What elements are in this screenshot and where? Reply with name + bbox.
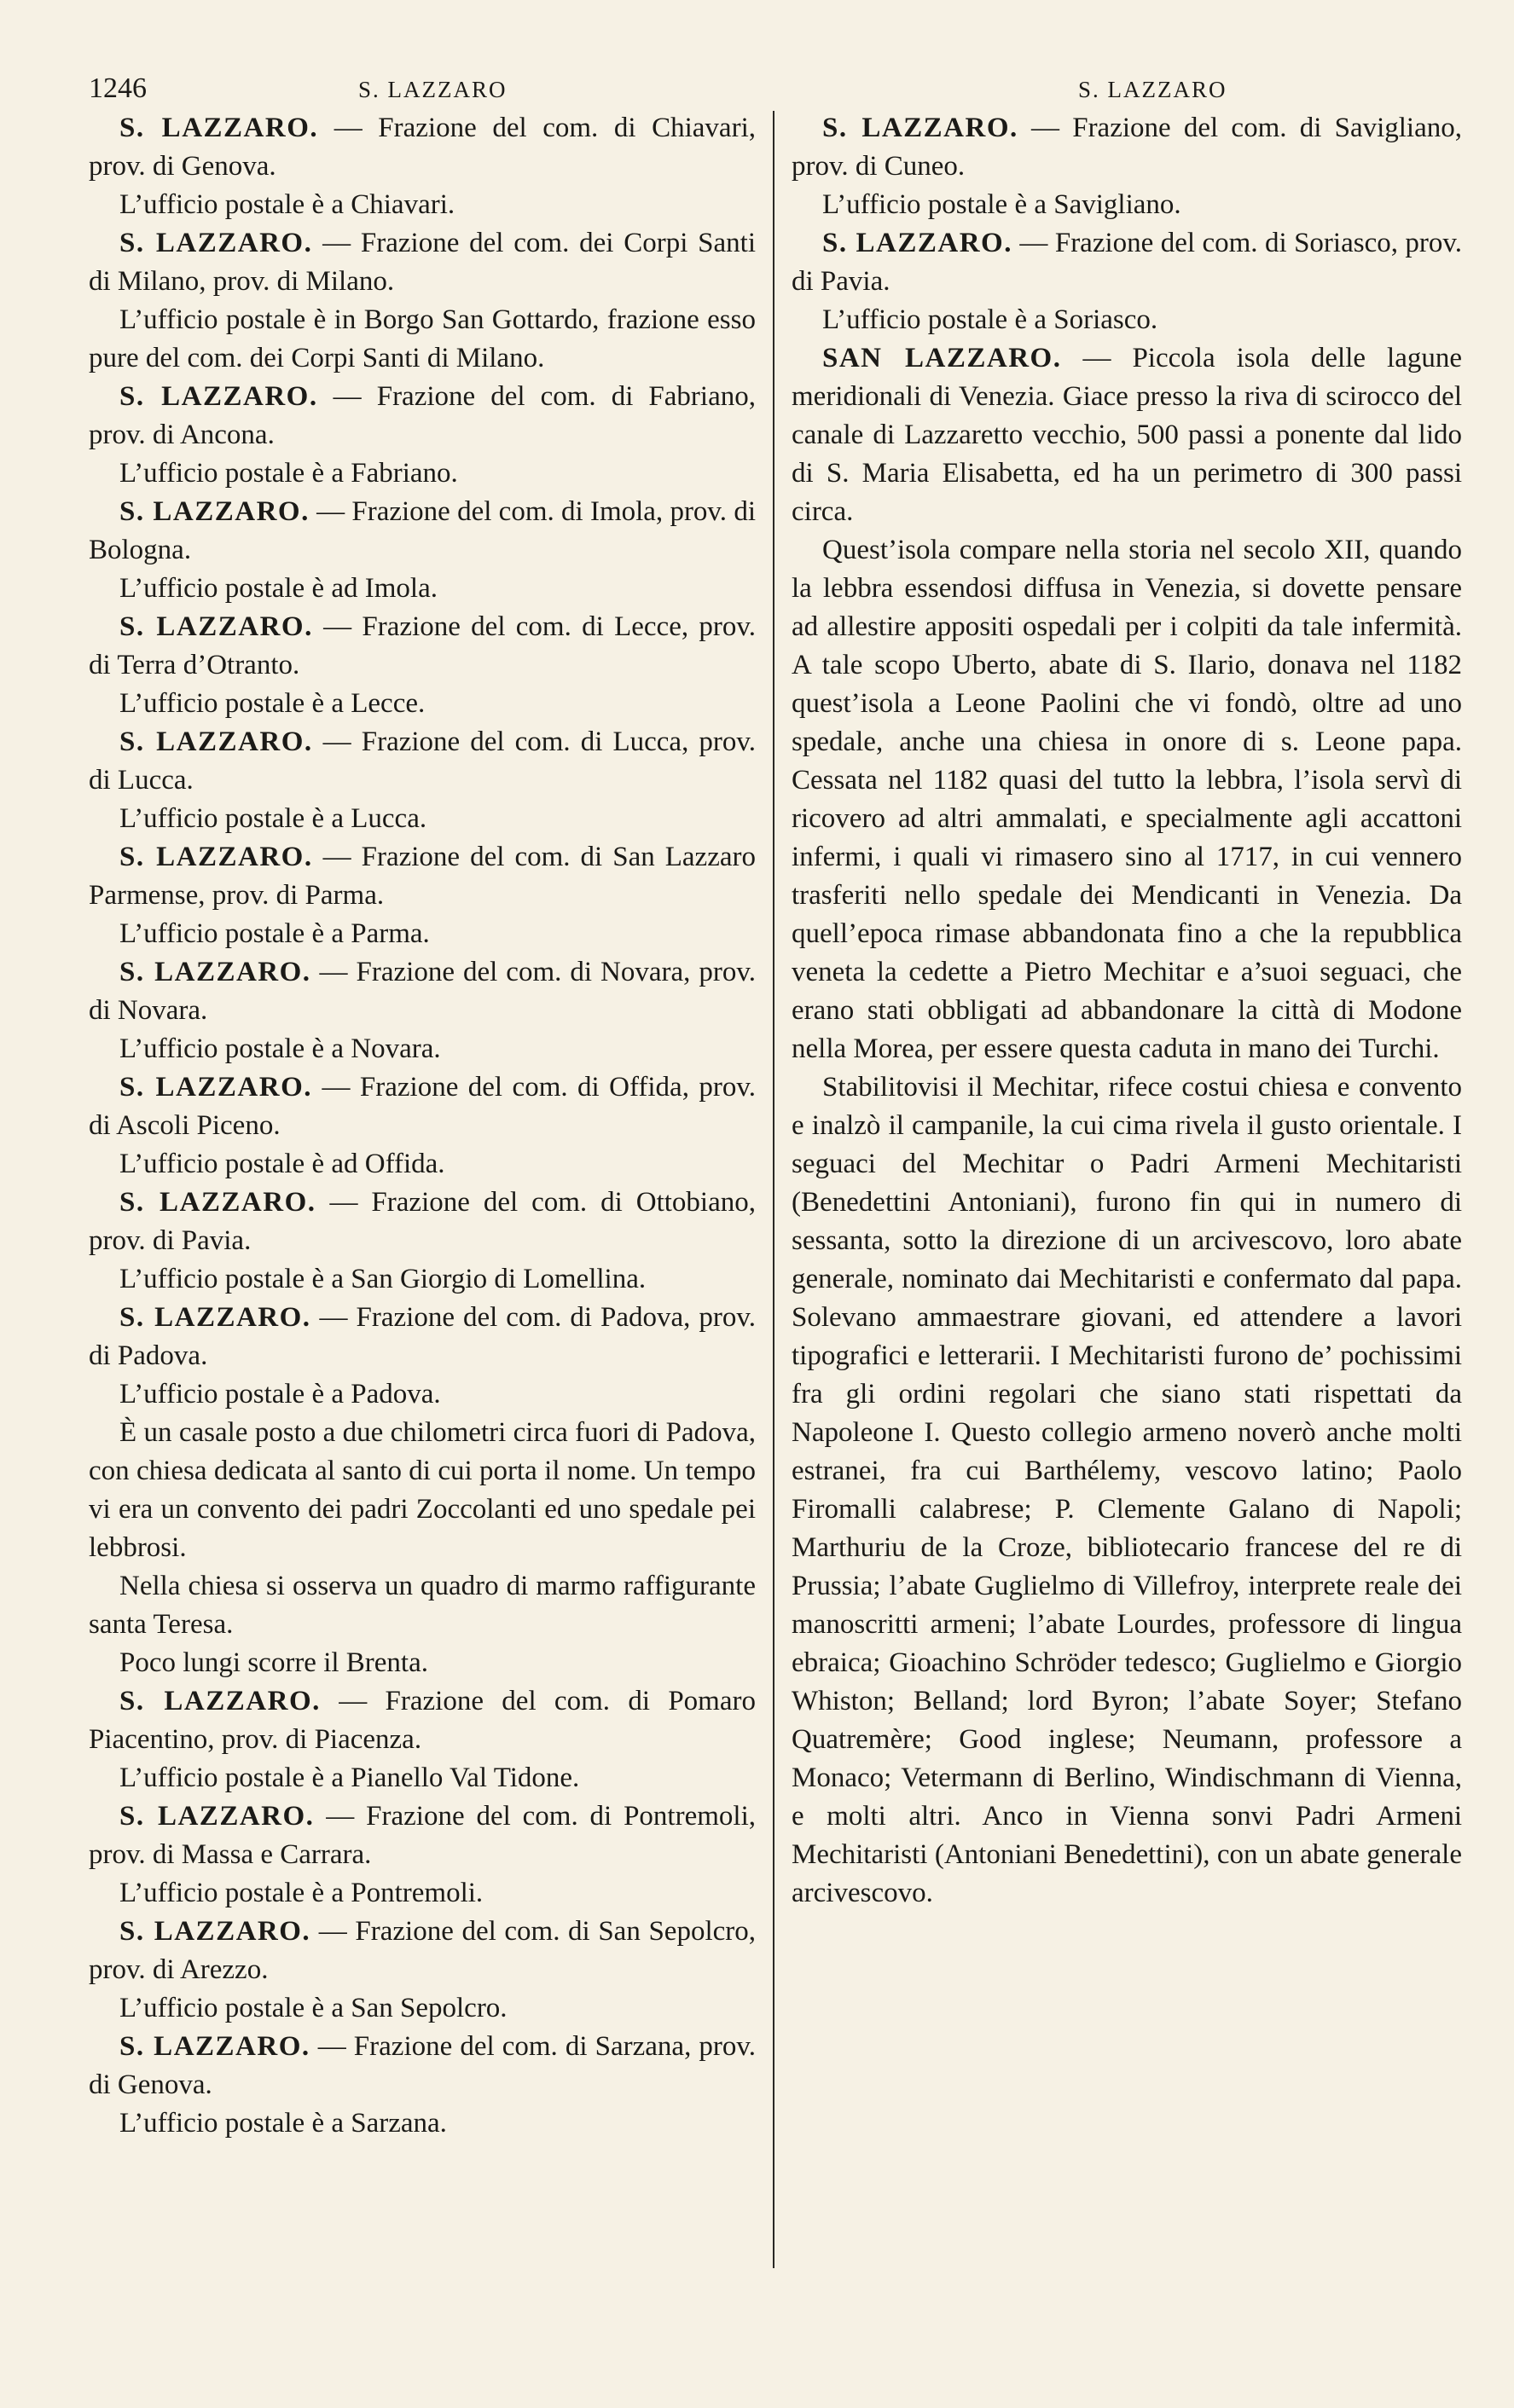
column-divider (773, 111, 774, 2268)
text-paragraph (792, 531, 1462, 1068)
entry-text: — Frazione del com. di Soriasco, prov. di Pavia. (792, 228, 1462, 297)
entry-paragraph (792, 224, 1462, 301)
entry-text: L’ufficio postale è a Fabriano. (119, 458, 458, 489)
entry-text: L’ufficio postale è a Parma. (119, 918, 430, 949)
entry-text: — Frazione del com. di Chiavari, prov. di Genova. (89, 113, 756, 182)
entry-text: L’ufficio postale è a Lecce. (119, 688, 426, 719)
entry-text: L’ufficio postale è a San Giorgio di Lomellina. (119, 1264, 647, 1294)
running-header-right: S. LAZZARO (1078, 77, 1227, 102)
page-number: 1246 (89, 72, 147, 104)
text-paragraph (89, 2104, 756, 2143)
entry-heading: S. LAZZARO. (119, 611, 313, 642)
entry-text: L’ufficio postale è a Sarzana. (119, 2108, 447, 2139)
entry-paragraph (89, 109, 756, 186)
text-paragraph (89, 1375, 756, 1414)
left-column (89, 109, 756, 2143)
entry-heading: S. LAZZARO. (119, 496, 310, 527)
entry-text: L’ufficio postale è a Padova. (119, 1379, 441, 1409)
entry-paragraph (89, 1797, 756, 1874)
text-paragraph (89, 570, 756, 608)
entry-paragraph (792, 339, 1462, 531)
entry-heading: SAN LAZZARO. (822, 343, 1062, 373)
entry-text: — Frazione del com. dei Corpi Santi di Milano, prov. di Milano. (89, 228, 756, 297)
entry-heading: S. LAZZARO. (822, 228, 1012, 258)
text-paragraph (89, 454, 756, 493)
entry-heading: S. LAZZARO. (822, 113, 1018, 143)
entry-heading: S. LAZZARO. (119, 113, 319, 143)
entry-paragraph (89, 838, 756, 915)
entry-paragraph (89, 378, 756, 454)
entry-heading: S. LAZZARO. (119, 957, 311, 987)
entry-heading: S. LAZZARO. (119, 842, 313, 872)
entry-paragraph (89, 1299, 756, 1375)
text-paragraph (89, 1644, 756, 1682)
entry-paragraph (89, 1682, 756, 1759)
entry-paragraph (89, 953, 756, 1030)
entry-heading: S. LAZZARO. (119, 228, 313, 258)
entry-paragraph (89, 2028, 756, 2104)
entry-paragraph (89, 1913, 756, 1989)
entry-text: È un casale posto a due chilometri circa fuori di Padova, con chiesa dedicata al santo di cui porta il nome. Un tempo vi era un convento dei padri Zoccolanti ed uno spedale pei lebbrosi. (89, 1417, 756, 1563)
entry-text: — Frazione del com. di Lecce, prov. di Terra d’Otranto. (89, 611, 756, 680)
entry-paragraph (89, 1068, 756, 1145)
entry-text: Stabilitovisi il Mechitar, rifece costui chiesa e convento e inalzò il campanile, la cui cima rivela il gusto orientale. I seguaci del Mechitar o Padri Armeni Mechitaristi (Benedettini Antoniani), furono fin qui in numero di sessanta, sotto la direzione di un arcivescovo, loro abate generale, nominato dai Mechitaristi e confermato dal papa. Solevano ammaestrare giovani, ed attendere a lavori tipografici e letterarii. I Mechitaristi furono de’ pochissimi fra gli ordini regolari che siano stati rispettati da Napoleone I. Questo collegio armeno noverò anche molti estranei, fra cui Barthélemy, vescovo latino; Paolo Firomalli calabrese; P. Clemente Galano di Napoli; Marthuriu de la Croze, bibliotecario francese del re di Prussia; l’abate Guglielmo di Villefroy, interprete reale dei manoscritti armeni; l’abate Lourdes, professore di lingua ebraica; Gioachino Schröder tedesco; Guglielmo e Giorgio Whiston; Belland; lord Byron; l’abate Soyer; Stefano Quatremère; Good inglese; Neumann, professore a Monaco; Vetermann di Berlino, Windischmann di Vienna, e molti altri. Anco in Vienna sonvi Padri Armeni Mechitaristi (Antoniani Benedettini), con un abate generale arcivescovo. (792, 1072, 1462, 1908)
entry-text: — Frazione del com. di Imola, prov. di Bologna. (89, 496, 756, 565)
entry-heading: S. LAZZARO. (119, 726, 313, 757)
entry-heading: S. LAZZARO. (119, 1187, 316, 1218)
entry-heading: S. LAZZARO. (119, 1072, 312, 1103)
entry-text: — Frazione del com. di Padova, prov. di Padova. (89, 1302, 756, 1371)
entry-heading: S. LAZZARO. (119, 1686, 321, 1716)
entry-text: — Frazione del com. di Ottobiano, prov. di Pavia. (89, 1187, 756, 1256)
text-paragraph (89, 915, 756, 953)
text-paragraph (89, 1567, 756, 1644)
entry-heading: S. LAZZARO. (119, 2031, 310, 2062)
entry-text: L’ufficio postale è a Chiavari. (119, 189, 455, 220)
text-paragraph (89, 1989, 756, 2028)
text-paragraph (89, 186, 756, 224)
entry-text: L’ufficio postale è ad Offida. (119, 1149, 445, 1179)
text-paragraph (89, 1145, 756, 1184)
text-paragraph (792, 301, 1462, 339)
entry-text: — Frazione del com. di Pontremoli, prov. di Massa e Carrara. (89, 1801, 756, 1870)
text-paragraph (89, 800, 756, 838)
entry-text: — Frazione del com. di San Lazzaro Parmense, prov. di Parma. (89, 842, 756, 911)
entry-text: L’ufficio postale è a Pontremoli. (119, 1878, 484, 1908)
entry-text: — Frazione del com. di Fabriano, prov. di Ancona. (89, 381, 756, 450)
text-paragraph (89, 301, 756, 378)
entry-text: — Frazione del com. di Offida, prov. di Ascoli Piceno. (89, 1072, 756, 1141)
entry-paragraph (89, 493, 756, 570)
entry-text: Poco lungi scorre il Brenta. (119, 1647, 429, 1678)
entry-text: L’ufficio postale è ad Imola. (119, 573, 438, 604)
text-paragraph (89, 1414, 756, 1567)
entry-text: Quest’isola compare nella storia nel secolo XII, quando la lebbra essendosi diffusa in Venezia, si dovette pensare ad allestire appositi ospedali per i colpiti da tale infermità. A tale scopo Uberto, abate di S. Ilario, donava nel 1182 quest’isola a Leone Paolini che vi fondò, oltre ad uno spedale, anche una chiesa in onore di s. Leone papa. Cessata nel 1182 quasi del tutto la lebbra, l’isola servì di ricovero ad altri ammalati, e specialmente agli accattoni infermi, i quali vi rimasero sino al 1717, in cui vennero trasferiti nello spedale dei Mendicanti in Venezia. Da quell’epoca rimase abbandonata fino a che la repubblica veneta la cedette a Pietro Mechitar e a’suoi seguaci, che erano stati obbligati ad abbandonare la città di Modone nella Morea, per essere questa caduta in mano dei Turchi. (792, 535, 1462, 1064)
entry-text: L’ufficio postale è a Lucca. (119, 803, 427, 834)
entry-heading: S. LAZZARO. (119, 381, 318, 412)
entry-paragraph (89, 224, 756, 301)
text-paragraph (89, 1874, 756, 1913)
entry-paragraph (89, 608, 756, 685)
right-column (792, 109, 1462, 1913)
entry-text: L’ufficio postale è a San Sepolcro. (119, 1993, 508, 2023)
text-paragraph (89, 1260, 756, 1299)
entry-text: L’ufficio postale è a Soriasco. (822, 304, 1158, 335)
entry-text: L’ufficio postale è in Borgo San Gottardo, frazione esso pure del com. dei Corpi Santi di Milano. (89, 304, 756, 373)
text-paragraph (89, 1759, 756, 1797)
entry-text: L’ufficio postale è a Novara. (119, 1033, 441, 1064)
entry-text: L’ufficio postale è a Savigliano. (822, 189, 1181, 220)
running-header-left: S. LAZZARO (358, 77, 508, 102)
text-paragraph (89, 1030, 756, 1068)
entry-text: — Frazione del com. di Novara, prov. di Novara. (89, 957, 756, 1026)
entry-heading: S. LAZZARO. (119, 1302, 311, 1333)
entry-text: — Piccola isola delle lagune meridionali di Venezia. Giace presso la riva di scirocco del canale di Lazzaretto vecchio, 500 passi a ponente dal lido di S. Maria Elisabetta, ed ha un perimetro di 300 passi circa. (792, 343, 1462, 527)
entry-text: — Frazione del com. di San Sepolcro, prov. di Arezzo. (89, 1916, 756, 1985)
entry-text: L’ufficio postale è a Pianello Val Tidone. (119, 1763, 580, 1793)
entry-text: — Frazione del com. di Lucca, prov. di Lucca. (89, 726, 756, 796)
entry-heading: S. LAZZARO. (119, 1801, 315, 1832)
entry-paragraph (89, 1184, 756, 1260)
text-paragraph (792, 1068, 1462, 1913)
entry-paragraph (792, 109, 1462, 186)
entry-text: — Frazione del com. di Sarzana, prov. di Genova. (89, 2031, 756, 2100)
entry-heading: S. LAZZARO. (119, 1916, 311, 1947)
text-paragraph (89, 685, 756, 723)
entry-text: — Frazione del com. di Pomaro Piacentino, prov. di Piacenza. (89, 1686, 756, 1755)
entry-paragraph (89, 723, 756, 800)
entry-text: — Frazione del com. di Savigliano, prov. di Cuneo. (792, 113, 1462, 182)
text-paragraph (792, 186, 1462, 224)
entry-text: Nella chiesa si osserva un quadro di marmo raffigurante santa Teresa. (89, 1571, 756, 1640)
